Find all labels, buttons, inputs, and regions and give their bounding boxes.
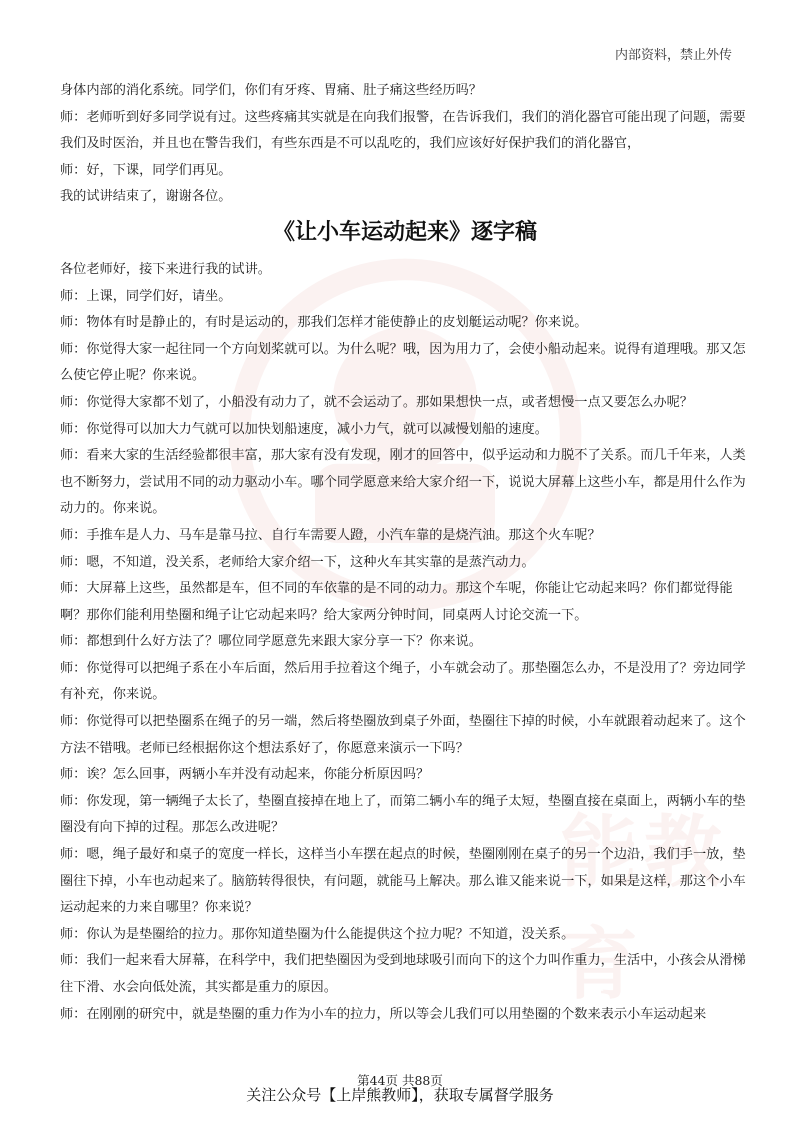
page-number: 第44页 共88页 xyxy=(357,1073,443,1088)
paragraph: 师：嗯，不知道，没关系，老师给大家介绍一下，这种火车其实靠的是蒸汽动力。 xyxy=(60,554,535,570)
paragraph: 师：你觉得大家都不划了，小船没有动力了，就不会运动了。那如果想快一点，或者想慢一点又要怎么办呢？ xyxy=(60,394,693,410)
paragraph: 师：在刚刚的研究中，就是垫圈的重力作为小车的拉力，所以等会儿我们可以用垫圈的个数来表示小车运动起来 xyxy=(60,1006,707,1022)
transcript-section xyxy=(60,257,750,1028)
paragraph: 师：上课，同学们好，请坐。 xyxy=(60,288,232,304)
paragraph: 师：手推车是人力、马车是靠马拉、自行车需要人蹬，小汽车靠的是烧汽油。那这个火车呢？ xyxy=(60,527,601,543)
paragraph: 师：都想到什么好方法了？哪位同学愿意先来跟大家分享一下？你来说。 xyxy=(60,634,482,650)
paragraph: 师：嗯，绳子最好和桌子的宽度一样长，这样当小车摆在起点的时候，垫圈刚刚在桌子的另一个边沿，我们手一放，垫圈往下掉，小车也动起来了。脑筋转得很快，有问题，就能马上解决。那么谁又能来说一下，如果是这样，那这个小车运动起来的力来自哪里？你来说？ xyxy=(60,847,746,916)
paragraph: 师：你觉得可以把绳子系在小车后面，然后用手拉着这个绳子，小车就会动了。那垫圈怎么办，不是没用了？旁边同学有补充，你来说。 xyxy=(60,660,746,703)
intro-section xyxy=(60,78,750,211)
paragraph: 师：你发现，第一辆绳子太长了，垫圈直接掉在地上了，而第二辆小车的绳子太短，垫圈直接在桌面上，两辆小车的垫圈没有向下掉的过程。那怎么改进呢？ xyxy=(60,793,746,836)
paragraph: 师：老师听到好多同学说有过。这些疼痛其实就是在向我们报警，在告诉我们，我们的消化器官可能出现了问题，需要我们及时医治，并且也在警告我们，有些东西是不可以乱吃的，我们应该好好保护我们的消化器官， xyxy=(60,109,746,152)
paragraph: 师：物体有时是静止的，有时是运动的，那我们怎样才能使静止的皮划艇运动呢？你来说。 xyxy=(60,315,588,331)
promo-text: 关注公众号【上岸熊教师】，获取专属督学服务 xyxy=(246,1086,554,1104)
paragraph: 师：你觉得可以加大力气就可以加快划船速度，减小力气，就可以减慢划船的速度。 xyxy=(60,421,548,437)
paragraph: 师：我们一起来看大屏幕，在科学中，我们把垫圈因为受到地球吸引而向下的这个力叫作重力，生活中，小孩会从滑梯往下滑、水会向低处流，其实都是重力的原因。 xyxy=(60,953,746,995)
document-body xyxy=(60,78,750,1028)
paragraph: 师：你觉得大家一起往同一个方向划桨就可以。为什么呢？哦，因为用力了，会使小船动起来。说得有道理哦。那又怎么使它停止呢？你来说。 xyxy=(60,341,746,384)
paragraph: 师：你认为是垫圈给的拉力。那你知道垫圈为什么能提供这个拉力呢？不知道，没关系。 xyxy=(60,926,575,942)
paragraph: 身体内部的消化系统。同学们，你们有牙疼、胃痛、肚子痛这些经历吗？ xyxy=(60,83,482,98)
paragraph: 师：诶？怎么回事，两辆小车并没有动起来，你能分析原因吗？ xyxy=(60,767,430,783)
paragraph: 各位老师好，接下来进行我的试讲。 xyxy=(60,261,271,277)
watermark-text: 能教育 xyxy=(560,808,729,1010)
paragraph: 我的试讲结束了，谢谢各位。 xyxy=(60,189,232,205)
paragraph: 师：你觉得可以把垫圈系在绳子的另一端，然后将垫圈放到桌子外面，垫圈往下掉的时候，小车就跟着动起来了。这个方法不错哦。老师已经根据你这个想法系好了，你愿意来演示一下吗？ xyxy=(60,714,746,756)
confidential-note: 内部资料，禁止外传 xyxy=(614,48,732,63)
page-title: 《让小车运动起来》逐字稿 xyxy=(272,219,537,245)
paragraph: 师：好，下课，同学们再见。 xyxy=(60,162,232,178)
paragraph: 师：大屏幕上这些，虽然都是车，但不同的车依靠的是不同的动力。那这个车呢，你能让它动起来吗？你们都觉得能啊？那你们能利用垫圈和绳子让它动起来吗？给大家两分钟时间，同桌两人讨论交流一下。 xyxy=(60,581,733,623)
paragraph: 师：看来大家的生活经验都很丰富，那大家有没有发现，刚才的回答中，似乎运动和力脱不了关系。而几千年来，人类也不断努力，尝试用不同的动力驱动小车。哪个同学愿意来给大家介绍一下，说说大屏幕上这些小车，都是用什么作为动力的。你来说。 xyxy=(60,448,746,517)
